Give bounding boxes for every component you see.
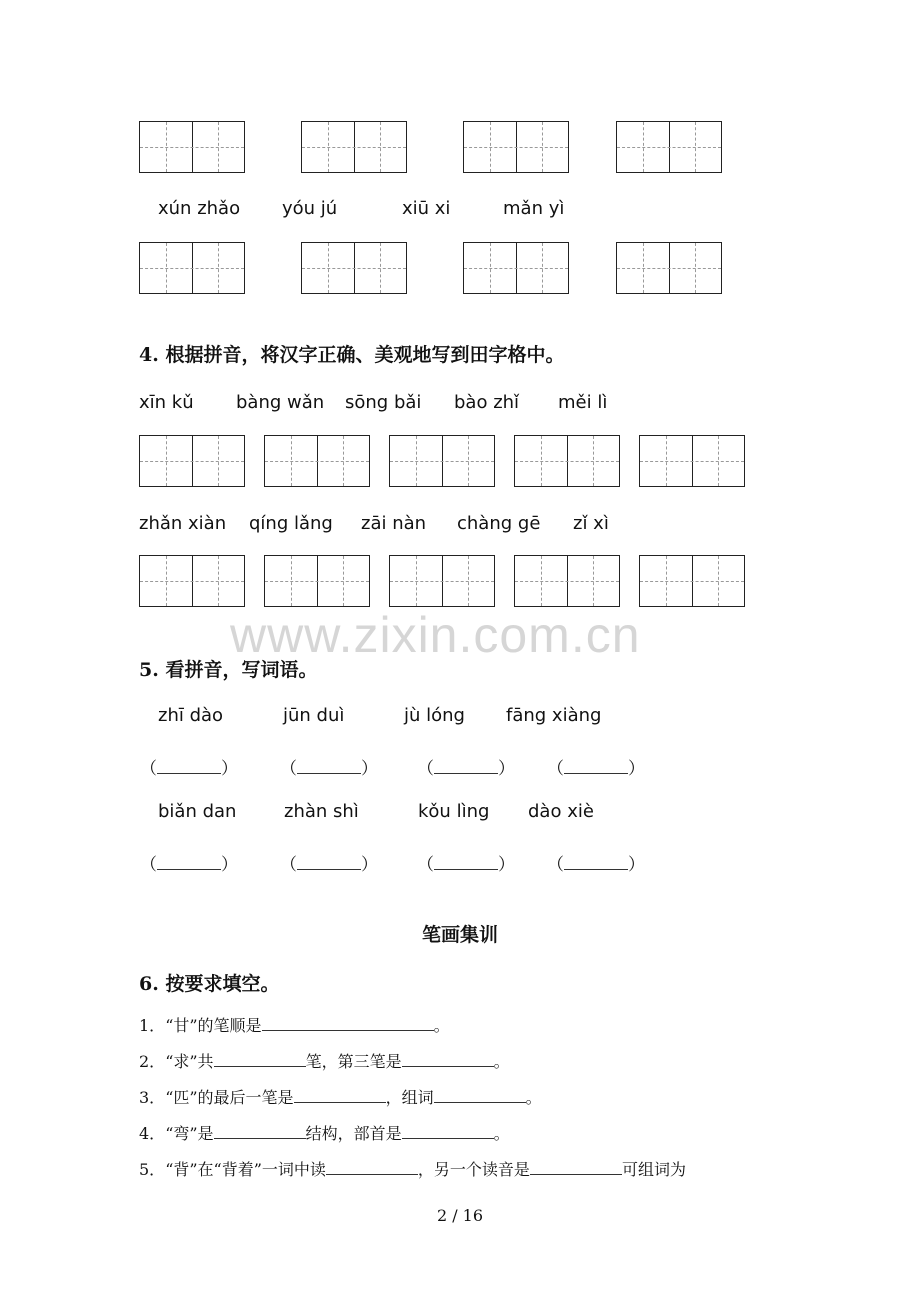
answer-blank[interactable]: （ ）	[547, 855, 645, 875]
answer-blank[interactable]: （ ）	[280, 855, 378, 875]
pinyin-label: kǒu lìng	[418, 801, 490, 822]
tian-grid	[514, 555, 620, 607]
tian-grid	[639, 555, 745, 607]
watermark: www.zixin.com.cn	[230, 607, 641, 663]
pinyin-label: dào xiè	[528, 801, 594, 822]
answer-blank[interactable]	[530, 1160, 622, 1175]
section-heading: 笔画集训	[421, 924, 498, 946]
pinyin-label: měi lì	[558, 392, 608, 413]
answer-blank[interactable]	[214, 1052, 306, 1067]
answer-blank[interactable]	[214, 1124, 306, 1139]
tian-grid	[264, 555, 370, 607]
pinyin-label: yóu jú	[282, 198, 338, 219]
tian-grid	[514, 435, 620, 487]
fill-line-3: 3．“匹”的最后一笔是 ，组词 。	[139, 1088, 542, 1107]
answer-blank[interactable]: （ ）	[417, 759, 515, 779]
pinyin-label: sōng bǎi	[345, 392, 422, 413]
answer-blank[interactable]	[294, 1088, 386, 1103]
answer-blank[interactable]: （ ）	[140, 759, 238, 779]
tian-grid	[463, 121, 569, 173]
tian-grid	[616, 121, 722, 173]
pinyin-label: zāi nàn	[361, 513, 427, 534]
answer-blank[interactable]	[262, 1016, 434, 1031]
tian-grid	[301, 121, 407, 173]
answer-blank[interactable]: （ ）	[140, 855, 238, 875]
tian-grid	[139, 121, 245, 173]
pinyin-label: jù lóng	[404, 705, 465, 726]
tian-grid	[139, 242, 245, 294]
tian-grid	[389, 435, 495, 487]
pinyin-label: xiū xi	[402, 198, 451, 219]
pinyin-label: xún zhǎo	[158, 198, 241, 219]
tian-grid	[463, 242, 569, 294]
pinyin-label: xīn kǔ	[139, 392, 194, 413]
pinyin-label: zhǎn xiàn	[139, 513, 227, 534]
pinyin-label: zhàn shì	[284, 801, 359, 822]
answer-blank[interactable]	[402, 1052, 494, 1067]
answer-blank[interactable]: （ ）	[417, 855, 515, 875]
pinyin-label: zǐ xì	[573, 513, 609, 534]
pinyin-label: jūn duì	[283, 705, 345, 726]
answer-blank[interactable]	[434, 1088, 526, 1103]
question-5-title: 5. 看拼音，写词语。	[139, 659, 318, 681]
pinyin-label: biǎn dan	[158, 801, 237, 822]
pinyin-label: bàng wǎn	[236, 392, 325, 413]
answer-blank[interactable]	[326, 1160, 418, 1175]
pinyin-label: fāng xiàng	[506, 705, 602, 726]
pinyin-label: zhī dào	[158, 705, 224, 726]
pinyin-label: bào zhǐ	[454, 392, 520, 413]
fill-line-2: 2．“求”共 笔，第三笔是 。	[139, 1052, 510, 1071]
tian-grid	[389, 555, 495, 607]
pinyin-label: qíng lǎng	[249, 513, 333, 534]
answer-blank[interactable]: （ ）	[547, 759, 645, 779]
fill-line-4: 4．“弯”是 结构，部首是 。	[139, 1124, 510, 1143]
question-6-title: 6. 按要求填空。	[139, 973, 280, 995]
pinyin-label: chàng gē	[457, 513, 541, 534]
answer-blank[interactable]	[402, 1124, 494, 1139]
fill-line-5: 5．“背”在“背着”一词中读 ，另一个读音是 可组词为	[139, 1160, 686, 1179]
tian-grid	[301, 242, 407, 294]
fill-line-1: 1．“甘”的笔顺是 。	[139, 1016, 450, 1035]
tian-grid	[616, 242, 722, 294]
page-number: 2 / 16	[436, 1206, 484, 1225]
pinyin-label: mǎn yì	[503, 198, 565, 219]
tian-grid	[139, 555, 245, 607]
question-4-title: 4. 根据拼音，将汉字正确、美观地写到田字格中。	[139, 344, 565, 366]
tian-grid	[264, 435, 370, 487]
answer-blank[interactable]: （ ）	[280, 759, 378, 779]
tian-grid	[139, 435, 245, 487]
tian-grid	[639, 435, 745, 487]
